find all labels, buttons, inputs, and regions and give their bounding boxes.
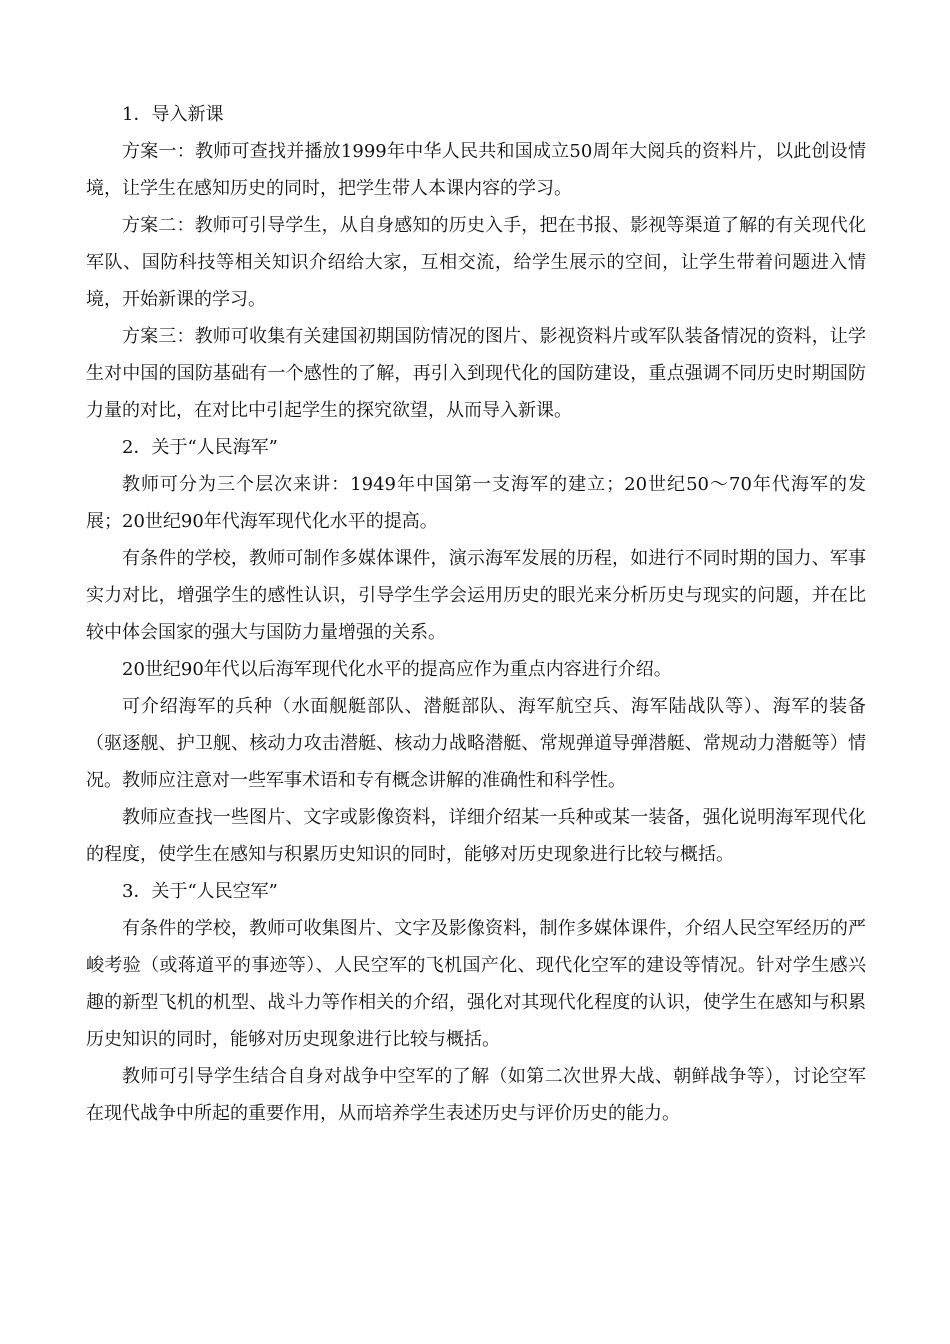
paragraph-plan-three: 方案三：教师可收集有关建国初期国防情况的图片、影视资料片或军队装备情况的资料，让学生对中国的国防基础有一个感性的了解，再引入到现代化的国防建设，重点强调不同历史时期国防力量的对比，在对比中引起学生的探究欲望，从而导入新课。 xyxy=(86,326,866,421)
paragraph-air-force-discussion: 教师可引导学生结合自身对战争中空军的了解（如第二次世界大战、朝鲜战争等），讨论空军在现代战争中所起的重要作用，从而培养学生表述历史与评价历史的能力。 xyxy=(86,1066,866,1124)
paragraph-air-force-multimedia: 有条件的学校，教师可收集图片、文字及影像资料，制作多媒体课件，介绍人民空军经历的严峻考验（或蒋道平的事迹等）、人民空军的飞机国产化、现代化空军的建设等情况。针对学生感兴趣的新型飞机的机型、战斗力等作相关的介绍，强化对其现代化程度的认识，使学生在感知与积累历史知识的同时，能够对历史现象进行比较与概括。 xyxy=(86,918,866,1050)
paragraph-navy-branches: 可介绍海军的兵种（水面舰艇部队、潜艇部队、海军航空兵、海军陆战队等）、海军的装备（驱逐舰、护卫舰、核动力攻击潜艇、核动力战略潜艇、常规弹道导弹潜艇、常规动力潜艇等）情况。教师应注意对一些军事术语和专有概念讲解的准确性和科学性。 xyxy=(86,696,866,791)
document-body xyxy=(86,96,866,1132)
paragraph-navy-multimedia: 有条件的学校，教师可制作多媒体课件，演示海军发展的历程，如进行不同时期的国力、军事实力对比，增强学生的感性认识，引导学生学会运用历史的眼光来分析历史与现实的问题，并在比较中体会国家的强大与国防力量增强的关系。 xyxy=(86,548,866,643)
paragraph-plan-two: 方案二：教师可引导学生，从自身感知的历史入手，把在书报、影视等渠道了解的有关现代化军队、国防科技等相关知识介绍给大家，互相交流，给学生展示的空间，让学生带着问题进入情境，开始新课的学习。 xyxy=(86,215,866,310)
heading-import-new-lesson: 1．导入新课 xyxy=(122,104,224,125)
paragraph-navy-three-levels: 教师可分为三个层次来讲：1949年中国第一支海军的建立；20世纪50～70年代海军的发展；20世纪90年代海军现代化水平的提高。 xyxy=(86,474,866,532)
paragraph-plan-one: 方案一：教师可查找并播放1999年中华人民共和国成立50周年大阅兵的资料片，以此创设情境，让学生在感知历史的同时，把学生带人本课内容的学习。 xyxy=(86,141,866,199)
heading-peoples-navy: 2．关于“人民海军” xyxy=(122,437,278,458)
paragraph-navy-1990s: 20世纪90年代以后海军现代化水平的提高应作为重点内容进行介绍。 xyxy=(122,659,672,680)
heading-peoples-air-force: 3．关于“人民空军” xyxy=(122,881,278,902)
paragraph-navy-materials: 教师应查找一些图片、文字或影像资料，详细介绍某一兵种或某一装备，强化说明海军现代化的程度，使学生在感知与积累历史知识的同时，能够对历史现象进行比较与概括。 xyxy=(86,807,866,865)
